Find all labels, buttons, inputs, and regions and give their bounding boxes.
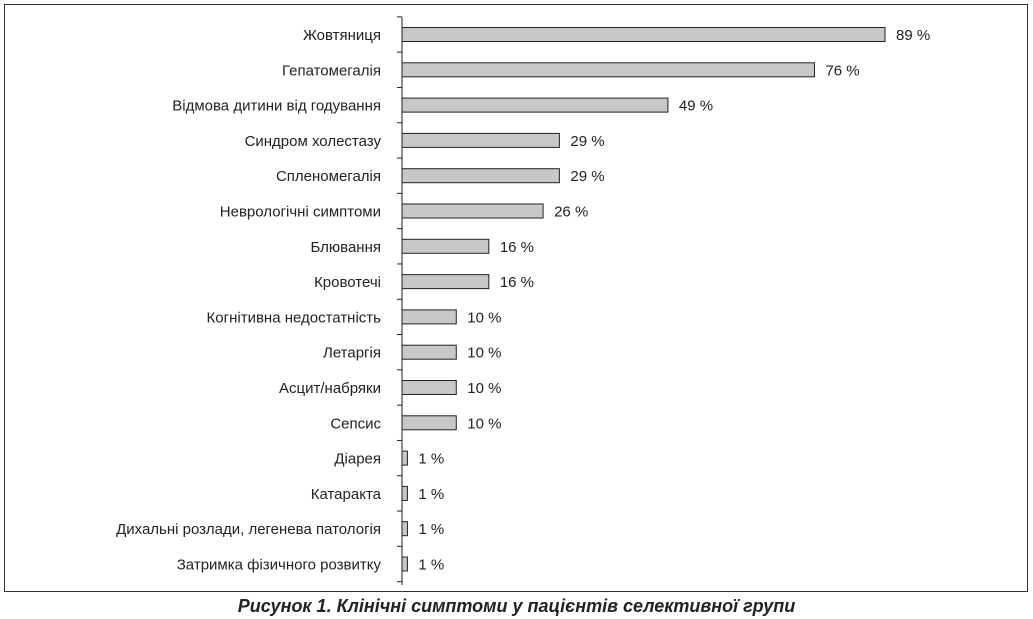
category-label: Гепатомегалія bbox=[282, 62, 381, 80]
category-label: Діарея bbox=[334, 450, 381, 468]
value-label: 26 % bbox=[554, 203, 589, 221]
bar bbox=[402, 345, 456, 359]
value-label: 49 % bbox=[678, 97, 714, 115]
value-label: 29 % bbox=[570, 168, 605, 186]
value-label: 29 % bbox=[570, 132, 605, 150]
category-label: Летаргія bbox=[322, 344, 381, 362]
bar bbox=[402, 98, 668, 112]
category-label: Спленомегалія bbox=[275, 168, 381, 186]
category-label: Синдром холестазу bbox=[244, 132, 381, 150]
value-label: 76 % bbox=[825, 62, 860, 80]
bar bbox=[402, 239, 489, 253]
value-label: 89 % bbox=[896, 27, 931, 44]
value-label: 1 % bbox=[418, 521, 445, 539]
category-label: Блювання bbox=[310, 238, 381, 256]
bar bbox=[402, 557, 407, 571]
bar bbox=[402, 204, 543, 218]
value-label: 10 % bbox=[467, 415, 502, 433]
value-label: 1 % bbox=[418, 556, 445, 574]
bar bbox=[402, 28, 885, 42]
category-label: Неврологічні симптоми bbox=[219, 203, 381, 221]
bar bbox=[402, 275, 489, 289]
value-label: 16 % bbox=[499, 238, 535, 256]
bar bbox=[402, 416, 456, 430]
bar bbox=[402, 133, 559, 147]
value-label: 1 % bbox=[418, 450, 445, 468]
bar bbox=[402, 63, 814, 77]
bar bbox=[402, 310, 456, 324]
value-label: 10 % bbox=[467, 309, 502, 327]
category-label: Жовтяниця bbox=[302, 27, 381, 44]
value-label: 10 % bbox=[467, 344, 502, 362]
bar bbox=[402, 522, 407, 536]
bar bbox=[402, 451, 407, 465]
bar bbox=[402, 169, 559, 183]
chart-frame bbox=[4, 4, 1028, 592]
category-label: Затримка фізичного розвитку bbox=[176, 556, 381, 574]
category-label: Сепсис bbox=[330, 415, 381, 433]
bar bbox=[402, 381, 456, 395]
category-label: Дихальні розлади, легенева патологія bbox=[116, 521, 381, 539]
category-label: Катаракта bbox=[310, 485, 381, 503]
category-label: Асцит/набряки bbox=[279, 380, 381, 397]
value-label: 1 % bbox=[418, 485, 445, 503]
value-label: 16 % bbox=[499, 274, 535, 292]
category-label: Відмова дитини від годування bbox=[172, 97, 381, 115]
category-label: Кровотечі bbox=[314, 274, 381, 292]
figure-caption: Рисунок 1. Клінічні симптоми у пацієнтів селективної групи bbox=[237, 596, 796, 616]
bar bbox=[402, 486, 407, 500]
bar-chart bbox=[5, 5, 1029, 593]
category-label: Когнітивна недостатність bbox=[206, 309, 381, 327]
value-label: 10 % bbox=[467, 380, 502, 397]
